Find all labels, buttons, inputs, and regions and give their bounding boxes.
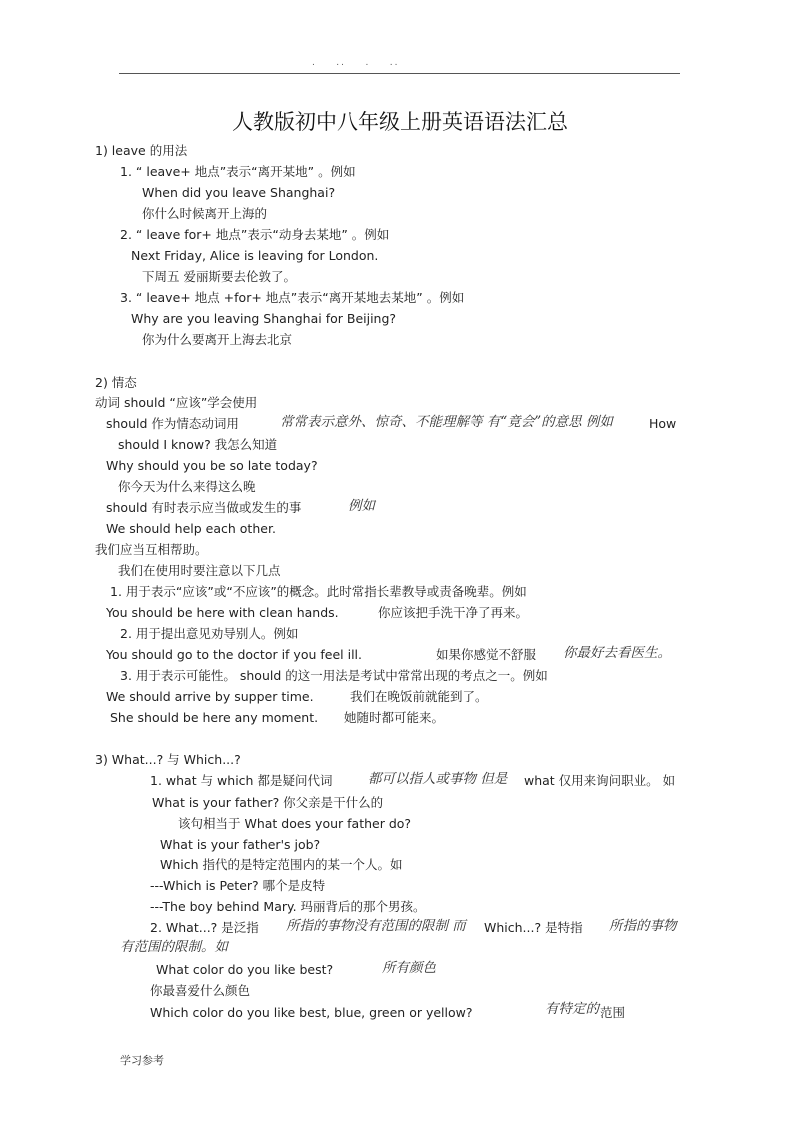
s3-line-5: Which 指代的是特定范围内的某一个人。如: [160, 857, 403, 872]
s3-line-1a: 1. what 与 which 都是疑问代词: [150, 773, 333, 788]
s2-line-1a: should 作为情态动词用: [106, 416, 239, 431]
s3-line-11: 你最喜爱什么颜色: [150, 983, 251, 998]
s3-line-12c: 范围: [600, 1005, 626, 1020]
section-1-heading: 1) leave 的用法: [95, 143, 188, 158]
s3-line-8b-handwritten: 所指的事物没有范围的限制 而: [286, 918, 466, 934]
s3-line-10b-handwritten: 所有颜色: [382, 960, 436, 976]
s2-line-4: 你今天为什么来得这么晚: [118, 479, 256, 494]
s3-line-7: ---The boy behind Mary. 玛丽背后的那个男孩。: [150, 899, 426, 914]
section-3-heading: 3) What...? 与 Which...?: [95, 752, 241, 767]
s3-line-9-handwritten: 有范围的限制。如: [120, 939, 228, 955]
s2-intro: 动词 should “应该”学会使用: [95, 395, 258, 410]
s3-line-6: ---Which is Peter? 哪个是皮特: [150, 878, 326, 893]
s3-line-2: What is your father? 你父亲是干什么的: [152, 795, 384, 810]
s3-line-1c: what 仅用来询问职业。 如: [524, 773, 676, 788]
s3-line-8c: Which...? 是特指: [484, 920, 583, 935]
s3-line-8d-handwritten: 所指的事物: [609, 918, 677, 934]
s2-line-2: should I know? 我怎么知道: [118, 437, 278, 452]
s2-line-3: Why should you be so late today?: [106, 458, 318, 473]
s2-point-2-example-cn: 如果你感觉不舒服: [436, 647, 537, 662]
s2-point-3-example-cn-2: 她随时都可能来。: [344, 710, 445, 725]
s1-point-3-example-en: Why are you leaving Shanghai for Beijing?: [131, 311, 397, 326]
header-dots: . .. . ..: [312, 58, 400, 68]
s2-point-2-handwritten: 你最好去看医生。: [563, 645, 671, 661]
s1-point-1-example-cn: 你什么时候离开上海的: [142, 206, 268, 221]
s1-point-3: 3. “ leave+ 地点 +for+ 地点”表示“离开某地去某地” 。例如: [120, 290, 465, 305]
s2-point-3-example-cn-1: 我们在晚饭前就能到了。: [350, 689, 488, 704]
s2-point-1-example-en: You should be here with clean hands.: [106, 605, 339, 620]
s2-point-3: 3. 用于表示可能性。 should 的这一用法是考试中常常出现的考点之一。例如: [120, 668, 548, 683]
s2-point-2-example-en: You should go to the doctor if you feel ill.: [106, 647, 362, 662]
s3-line-4: What is your father's job?: [160, 837, 321, 852]
s2-line-7: 我们应当互相帮助。: [95, 542, 208, 557]
s3-line-12a: Which color do you like best, blue, green or yellow?: [150, 1005, 473, 1020]
s2-line-8: 我们在使用时要注意以下几点: [118, 563, 281, 578]
s1-point-2: 2. “ leave for+ 地点”表示“动身去某地” 。例如: [120, 227, 390, 242]
s1-point-1-example-en: When did you leave Shanghai?: [142, 185, 336, 200]
footer-text: 学习参考: [120, 1054, 164, 1067]
s2-line-5a: should 有时表示应当做或发生的事: [106, 500, 302, 515]
s2-point-2: 2. 用于提出意见劝导别人。例如: [120, 626, 299, 641]
s1-point-2-example-cn: 下周五 爱丽斯要去伦敦了。: [142, 269, 296, 284]
s3-line-1b-handwritten: 都可以指人或事物 但是: [368, 771, 508, 787]
s1-point-1: 1. “ leave+ 地点”表示“离开某地” 。例如: [120, 164, 356, 179]
s1-point-3-example-cn: 你为什么要离开上海去北京: [142, 332, 293, 347]
s2-point-3-example-en-2: She should be here any moment.: [110, 710, 319, 725]
s2-line-6: We should help each other.: [106, 521, 276, 536]
s1-point-2-example-en: Next Friday, Alice is leaving for London.: [131, 248, 379, 263]
s3-line-12b-handwritten: 有特定的: [545, 1001, 599, 1017]
s3-line-8a: 2. What...? 是泛指: [150, 920, 259, 935]
s2-point-3-example-en-1: We should arrive by supper time.: [106, 689, 314, 704]
page-title: 人教版初中八年级上册英语语法汇总: [232, 110, 568, 134]
s2-line-1c: How: [649, 416, 677, 431]
s3-line-10a: What color do you like best?: [156, 962, 334, 977]
s2-line-5b-handwritten: 例如: [348, 498, 375, 514]
header-rule: [119, 73, 680, 74]
section-2-heading: 2) 情态: [95, 375, 137, 390]
s2-point-1-example-cn: 你应该把手洗干净了再来。: [378, 605, 529, 620]
s2-line-1b-handwritten: 常常表示意外、惊奇、不能理解等 有“竟会”的意思 例如: [280, 414, 613, 430]
s3-line-3: 该句相当于 What does your father do?: [178, 816, 412, 831]
s2-point-1: 1. 用于表示“应该”或“不应该”的概念。此时常指长辈教导或责备晚辈。例如: [110, 584, 527, 599]
